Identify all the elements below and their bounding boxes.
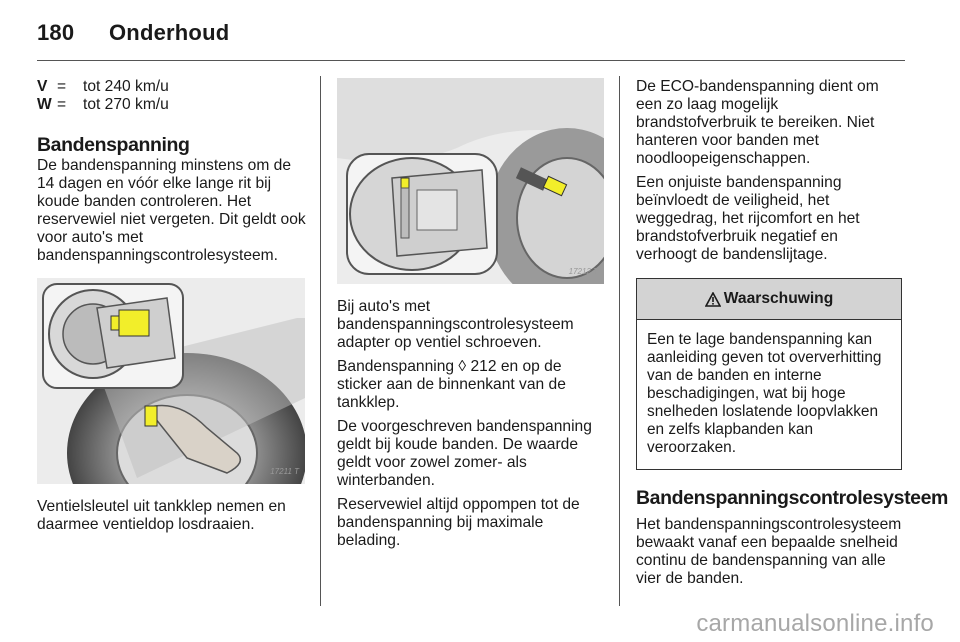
figure-caption: Ventielsleutel uit tankklep nemen en daarmee ventieldop losdraaien. bbox=[37, 498, 286, 533]
speed-code: W bbox=[37, 96, 52, 113]
adapter-paragraph: Bij auto's met bandenspanningscontrolesysteem adapter op ventiel schroeven. bbox=[337, 298, 574, 351]
header-rule bbox=[37, 60, 905, 61]
page-reference-icon: ◊ bbox=[458, 358, 467, 375]
incorrect-pressure-paragraph: Een onjuiste bandenspanning beïnvloedt de veiligheid, het weggedrag, het rijcomfort en het brandstofverbruik negatief en verhoogt de bandenslijtage. bbox=[636, 174, 860, 263]
column-divider-2 bbox=[619, 76, 620, 606]
speed-rating-row bbox=[37, 78, 309, 96]
left-column bbox=[37, 78, 309, 540]
illustration-valve-key bbox=[37, 278, 305, 484]
figure-code: 17211 T bbox=[270, 467, 299, 476]
tpms-paragraph: Het bandenspanningscontrolesysteem bewaakt vanaf een bepaalde snelheid continu de bandenspanning van alle vier de banden. bbox=[636, 516, 902, 587]
warning-header bbox=[637, 279, 901, 320]
warning-body: Een te lage bandenspanning kan aanleiding geven tot oververhitting van de banden en interne beschadigingen, wat bij hoge snelheden loslatende loopvlakken en zelfs klapbanden kan veroorzaken. bbox=[647, 331, 882, 456]
illustration-adapter bbox=[337, 78, 604, 284]
pressure-reference-paragraph bbox=[337, 358, 607, 412]
column-divider-1 bbox=[320, 76, 321, 606]
cold-tyres-paragraph: De voorgeschreven bandenspanning geldt bij koude banden. De waarde geldt voor zowel zomer- als winterbanden. bbox=[337, 418, 592, 489]
page-number: 180 bbox=[37, 20, 75, 45]
speed-sep: = bbox=[57, 78, 67, 95]
speed-value: tot 240 km/u bbox=[83, 78, 169, 95]
section-heading: Bandenspanning bbox=[37, 134, 190, 156]
pressure-ref-prefix: Bandenspanning bbox=[337, 358, 455, 375]
speed-code: V bbox=[37, 78, 48, 95]
speed-rating-row bbox=[37, 96, 309, 114]
intro-paragraph: De bandenspanning minstens om de 14 dagen en vóór elke lange rit bij koude banden controleren. Het reservewiel niet vergeten. Dit geldt ook voor auto's met bandenspanningscontrolesysteem. bbox=[37, 157, 306, 264]
speed-value: tot 270 km/u bbox=[83, 96, 169, 113]
page-header bbox=[37, 20, 229, 46]
figure-code: 17212 T bbox=[568, 267, 598, 276]
section-heading: Bandenspanningscontrolesysteem bbox=[636, 487, 948, 509]
warning-title: Waarschuwing bbox=[723, 290, 834, 307]
speed-sep: = bbox=[57, 96, 67, 113]
eco-pressure-paragraph: De ECO-bandenspanning dient om een zo laag mogelijk brandstofverbruik te bereiken. Niet hanteren voor banden met noodloopeigenschappen. bbox=[636, 78, 879, 167]
middle-column bbox=[337, 78, 607, 556]
warning-triangle-icon bbox=[705, 292, 721, 307]
spare-wheel-paragraph: Reservewiel altijd oppompen tot de bandenspanning bij maximale belading. bbox=[337, 496, 580, 549]
warning-box bbox=[636, 278, 902, 470]
pressure-ref-suffix: 212 en op de sticker aan de binnenkant van de tankklep. bbox=[337, 358, 566, 411]
page-title: Onderhoud bbox=[109, 20, 230, 45]
watermark: carmanualsonline.info bbox=[696, 610, 934, 637]
right-column bbox=[636, 78, 948, 594]
